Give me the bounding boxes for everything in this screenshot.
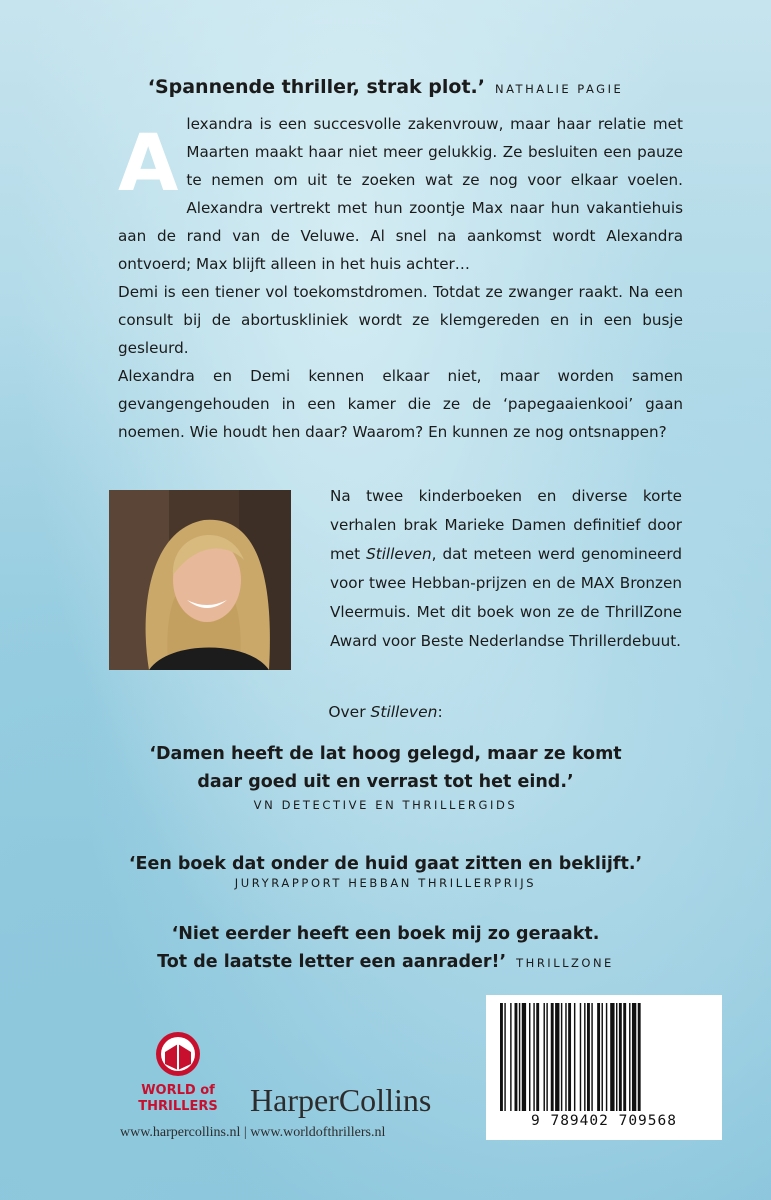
review-quote-2: ‘Een boek dat onder de huid gaat zitten en beklijft.’ bbox=[128, 854, 643, 874]
barcode-bar bbox=[555, 1003, 559, 1111]
publisher-urls: www.harpercollins.nl | www.worldofthrillers.nl bbox=[120, 1125, 386, 1140]
review-source-3: THRILLZONE bbox=[516, 956, 614, 970]
barcode-bar bbox=[536, 1003, 539, 1111]
synopsis-paragraph-2: Demi is een tiener vol toekomstdromen. Totdat ze zwanger raakt. Na een consult bij de abortuskliniek wordt ze klemgereden en in een busje gesleurd. bbox=[118, 283, 683, 357]
logo-line-2: THRILLERS bbox=[138, 1099, 218, 1114]
author-bio bbox=[330, 482, 682, 656]
bio-book-title: Stilleven bbox=[366, 545, 432, 563]
review-1-line-1: ‘Damen heeft de lat hoog gelegd, maar ze komt bbox=[149, 744, 622, 764]
isbn-number: 9 789402 709568 bbox=[531, 1113, 677, 1129]
tagline-source: NATHALIE PAGIE bbox=[494, 82, 624, 96]
barcode-bar bbox=[561, 1003, 562, 1111]
review-source-2: JURYRAPPORT HEBBAN THRILLERPRIJS bbox=[234, 876, 537, 890]
publisher-name: HarperCollins bbox=[250, 1082, 432, 1118]
barcode-bar bbox=[619, 1003, 622, 1111]
barcode-bar bbox=[546, 1003, 547, 1111]
review-3-line-2 bbox=[0, 948, 771, 977]
review-quote-1 bbox=[0, 740, 771, 796]
barcode-bar bbox=[580, 1003, 581, 1111]
barcode-bars bbox=[486, 995, 722, 1115]
barcode-bar bbox=[533, 1003, 534, 1111]
review-quote-3 bbox=[0, 920, 771, 977]
over-title: Stilleven bbox=[370, 703, 438, 721]
barcode-bar bbox=[606, 1003, 607, 1111]
over-suffix: : bbox=[437, 703, 443, 721]
drop-cap: A bbox=[118, 119, 179, 209]
synopsis-paragraph-1: lexandra is een succesvolle zakenvrouw, maar haar relatie met Maarten maakt haar niet meer gelukkig. Ze besluiten een pauze te nemen om uit te zoeken wat ze nog voor elkaar voelen. Alexandra vertrekt met hun zoontje Max naar hun vakantiehuis aan de rand van de Veluwe. Al snel na aankomst wordt Alexandra ontvoerd; Max blijft alleen in het huis achter… bbox=[118, 115, 683, 273]
logo-line-1: WORLD of bbox=[141, 1083, 215, 1098]
tagline bbox=[0, 76, 771, 98]
tagline-quote: ‘Spannende thriller, strak plot.’ bbox=[147, 76, 485, 98]
isbn-barcode bbox=[486, 995, 722, 1140]
review-source-1: VN DETECTIVE EN THRILLERGIDS bbox=[253, 798, 518, 812]
review-1-line-2: daar goed uit en verrast tot het eind.’ bbox=[197, 772, 574, 792]
barcode-bar bbox=[515, 1003, 518, 1111]
barcode-bar bbox=[504, 1003, 505, 1111]
barcode-bar bbox=[591, 1003, 592, 1111]
book-heart-icon bbox=[118, 1030, 238, 1120]
review-3-line-2-text: Tot de laatste letter een aanrader!’ bbox=[157, 952, 507, 972]
barcode-bar bbox=[500, 1003, 503, 1111]
barcode-bar bbox=[602, 1003, 603, 1111]
barcode-bar bbox=[510, 1003, 511, 1111]
over-heading bbox=[0, 703, 771, 721]
barcode-bar bbox=[568, 1003, 571, 1111]
world-of-thrillers-logo bbox=[118, 1030, 238, 1120]
barcode-bar bbox=[616, 1003, 617, 1111]
bio-text-end: , dat meteen werd genomineerd voor twee Hebban-prijzen en de MAX Bronzen Vleermuis. Met dit boek won ze de ThrillZone Award voor Beste Nederlandse Thrillerdebuut. bbox=[330, 545, 682, 650]
barcode-bar bbox=[551, 1003, 554, 1111]
barcode-bar bbox=[519, 1003, 520, 1111]
over-prefix: Over bbox=[328, 703, 371, 721]
barcode-bar bbox=[629, 1003, 630, 1111]
barcode-bar bbox=[584, 1003, 585, 1111]
barcode-bar bbox=[610, 1003, 614, 1111]
synopsis bbox=[118, 110, 683, 446]
barcode-bar bbox=[587, 1003, 590, 1111]
barcode-bar bbox=[638, 1003, 641, 1111]
barcode-bar bbox=[623, 1003, 626, 1111]
synopsis-paragraph-3: Alexandra en Demi kennen elkaar niet, maar worden samen gevangengehouden in een kamer die ze de ‘papegaaienkooi’ gaan noemen. Wie houdt hen daar? Waarom? En kunnen ze nog ontsnappen? bbox=[118, 367, 683, 441]
barcode-bar bbox=[544, 1003, 545, 1111]
barcode-bar bbox=[565, 1003, 566, 1111]
barcode-bar bbox=[522, 1003, 526, 1111]
barcode-bar bbox=[529, 1003, 530, 1111]
author-photo bbox=[109, 490, 291, 670]
barcode-bar bbox=[574, 1003, 575, 1111]
review-3-line-1: ‘Niet eerder heeft een boek mij zo geraakt. bbox=[171, 924, 600, 944]
barcode-bar bbox=[597, 1003, 600, 1111]
barcode-bar bbox=[632, 1003, 636, 1111]
bio-text-start: Na twee kinderboeken en diverse korte verhalen brak Marieke Damen definitief door met bbox=[330, 487, 682, 563]
